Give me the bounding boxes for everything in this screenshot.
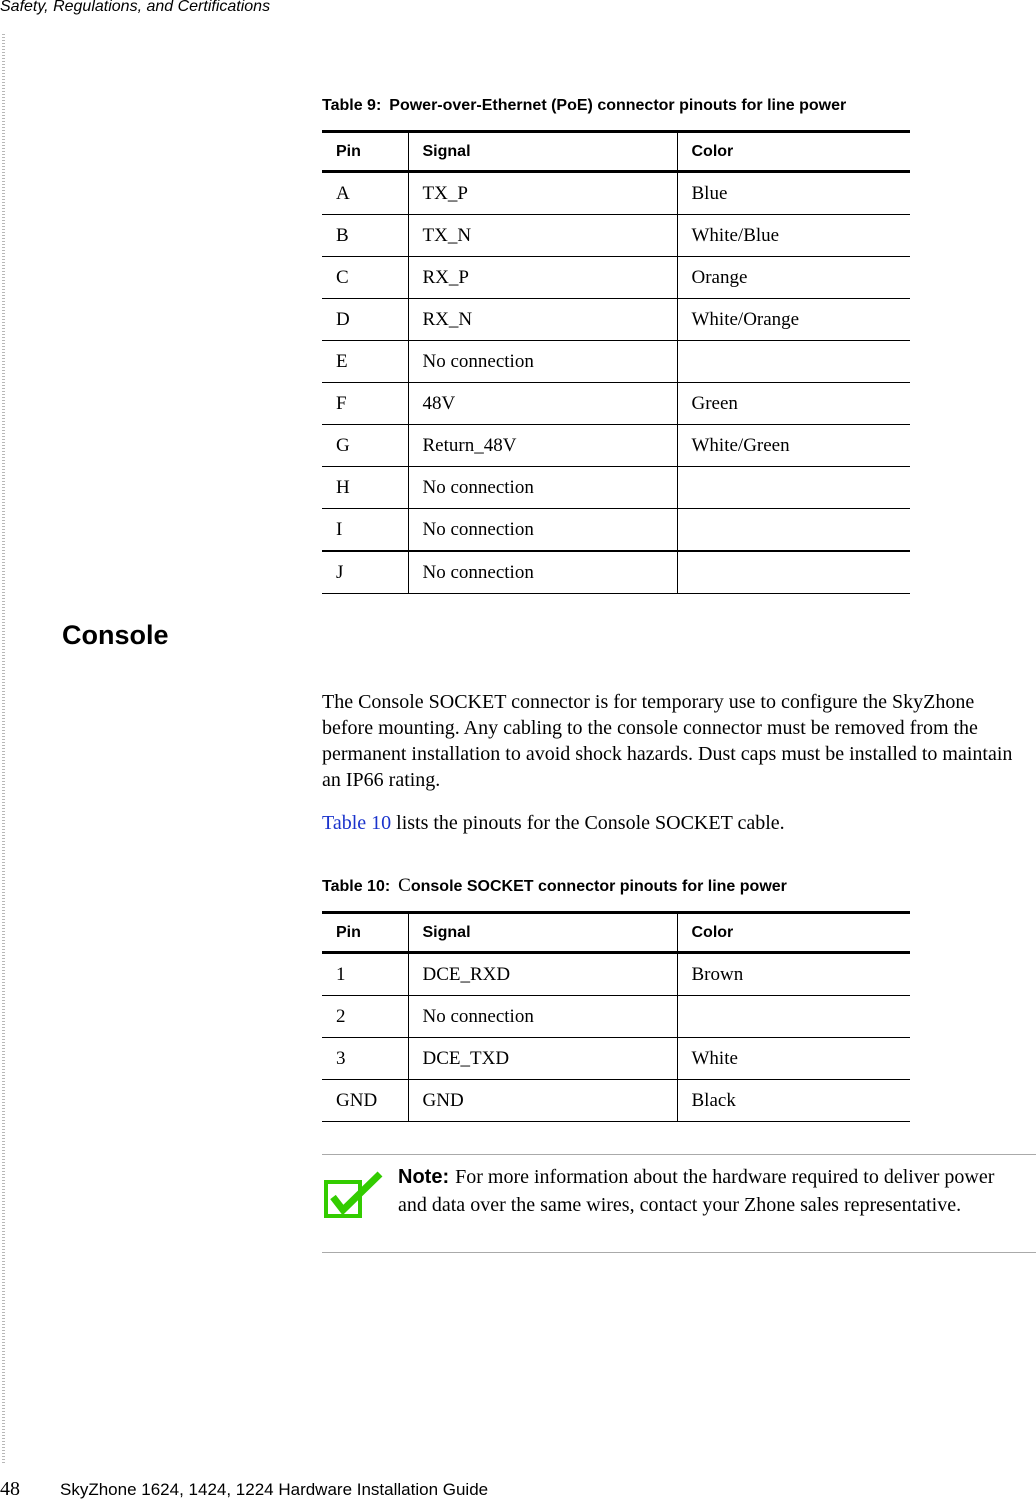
table9-header-color: Color	[677, 132, 910, 172]
note-label: Note:	[398, 1166, 450, 1188]
pin-cell: E	[322, 341, 408, 383]
table10-header-signal: Signal	[408, 913, 677, 953]
table10	[322, 911, 910, 1122]
signal-cell: No connection	[408, 551, 677, 594]
table-row	[322, 257, 910, 299]
table-row	[322, 299, 910, 341]
page-number: 48	[0, 1478, 20, 1500]
checkmark-icon	[324, 1170, 384, 1220]
console-xref-paragraph	[322, 810, 1022, 836]
table-row	[322, 1080, 910, 1122]
signal-cell: No connection	[408, 341, 677, 383]
margin-rule	[2, 34, 5, 1464]
table-row	[322, 551, 910, 594]
color-cell: Brown	[677, 953, 910, 996]
table9-title: Power-over-Ethernet (PoE) connector pinouts for line power	[389, 97, 847, 114]
color-cell: Orange	[677, 257, 910, 299]
page-footer	[0, 1478, 488, 1501]
color-cell	[677, 341, 910, 383]
pin-cell: F	[322, 383, 408, 425]
table-row	[322, 1038, 910, 1080]
table9-header-signal: Signal	[408, 132, 677, 172]
color-cell: White/Blue	[677, 215, 910, 257]
signal-cell: DCE_RXD	[408, 953, 677, 996]
pin-cell: H	[322, 467, 408, 509]
table10-caption	[322, 875, 787, 897]
table-row	[322, 341, 910, 383]
table-row	[322, 215, 910, 257]
table-row	[322, 172, 910, 215]
table-row	[322, 996, 910, 1038]
color-cell: Green	[677, 383, 910, 425]
signal-cell: 48V	[408, 383, 677, 425]
guide-title: SkyZhone 1624, 1424, 1224 Hardware Installation Guide	[60, 1480, 489, 1499]
note-top-rule	[322, 1154, 1036, 1155]
table10-link[interactable]: Table 10	[322, 812, 392, 834]
color-cell	[677, 996, 910, 1038]
pin-cell: GND	[322, 1080, 408, 1122]
signal-cell: RX_P	[408, 257, 677, 299]
color-cell: Black	[677, 1080, 910, 1122]
table9-header-row	[322, 132, 910, 172]
note	[398, 1163, 1028, 1219]
table10-header-row	[322, 913, 910, 953]
signal-cell: No connection	[408, 467, 677, 509]
signal-cell: No connection	[408, 509, 677, 552]
table-row	[322, 953, 910, 996]
pin-cell: 1	[322, 953, 408, 996]
color-cell	[677, 551, 910, 594]
table10-header-color: Color	[677, 913, 910, 953]
console-paragraph: The Console SOCKET connector is for temporary use to configure the SkyZhone before mounting. Any cabling to the console connector must be removed from the permanent installation to avoid shock hazards. Dust caps must be installed to maintain an IP66 rating.	[322, 691, 1013, 791]
table-row	[322, 383, 910, 425]
section-heading-console: Console	[62, 620, 169, 650]
signal-cell: No connection	[408, 996, 677, 1038]
signal-cell: Return_48V	[408, 425, 677, 467]
pin-cell: B	[322, 215, 408, 257]
signal-cell: TX_N	[408, 215, 677, 257]
xref-text: lists the pinouts for the Console SOCKET cable.	[391, 812, 785, 834]
table10-label: Table 10:	[322, 878, 391, 895]
pin-cell: D	[322, 299, 408, 341]
note-text: For more information about the hardware required to deliver power and data over the same wires, contact your Zhone sales representative.	[398, 1166, 995, 1216]
table10-title-initial: C	[398, 875, 411, 896]
table-row	[322, 467, 910, 509]
signal-cell: GND	[408, 1080, 677, 1122]
color-cell: Blue	[677, 172, 910, 215]
signal-cell: RX_N	[408, 299, 677, 341]
pin-cell: I	[322, 509, 408, 552]
pin-cell: A	[322, 172, 408, 215]
color-cell: White/Green	[677, 425, 910, 467]
table-row	[322, 509, 910, 552]
pin-cell: 3	[322, 1038, 408, 1080]
signal-cell: DCE_TXD	[408, 1038, 677, 1080]
note-bottom-rule	[322, 1252, 1036, 1253]
pin-cell: C	[322, 257, 408, 299]
pin-cell: 2	[322, 996, 408, 1038]
table10-header-pin: Pin	[322, 913, 408, 953]
table9	[322, 130, 910, 594]
table10-title: onsole SOCKET connector pinouts for line power	[410, 878, 787, 895]
color-cell: White/Orange	[677, 299, 910, 341]
color-cell	[677, 509, 910, 552]
pin-cell: G	[322, 425, 408, 467]
pin-cell: J	[322, 551, 408, 594]
color-cell	[677, 467, 910, 509]
running-header: Safety, Regulations, and Certifications	[0, 0, 271, 15]
signal-cell: TX_P	[408, 172, 677, 215]
table9-header-pin: Pin	[322, 132, 408, 172]
table-row	[322, 425, 910, 467]
table9-caption	[322, 97, 846, 115]
color-cell: White	[677, 1038, 910, 1080]
table9-label: Table 9:	[322, 97, 382, 114]
